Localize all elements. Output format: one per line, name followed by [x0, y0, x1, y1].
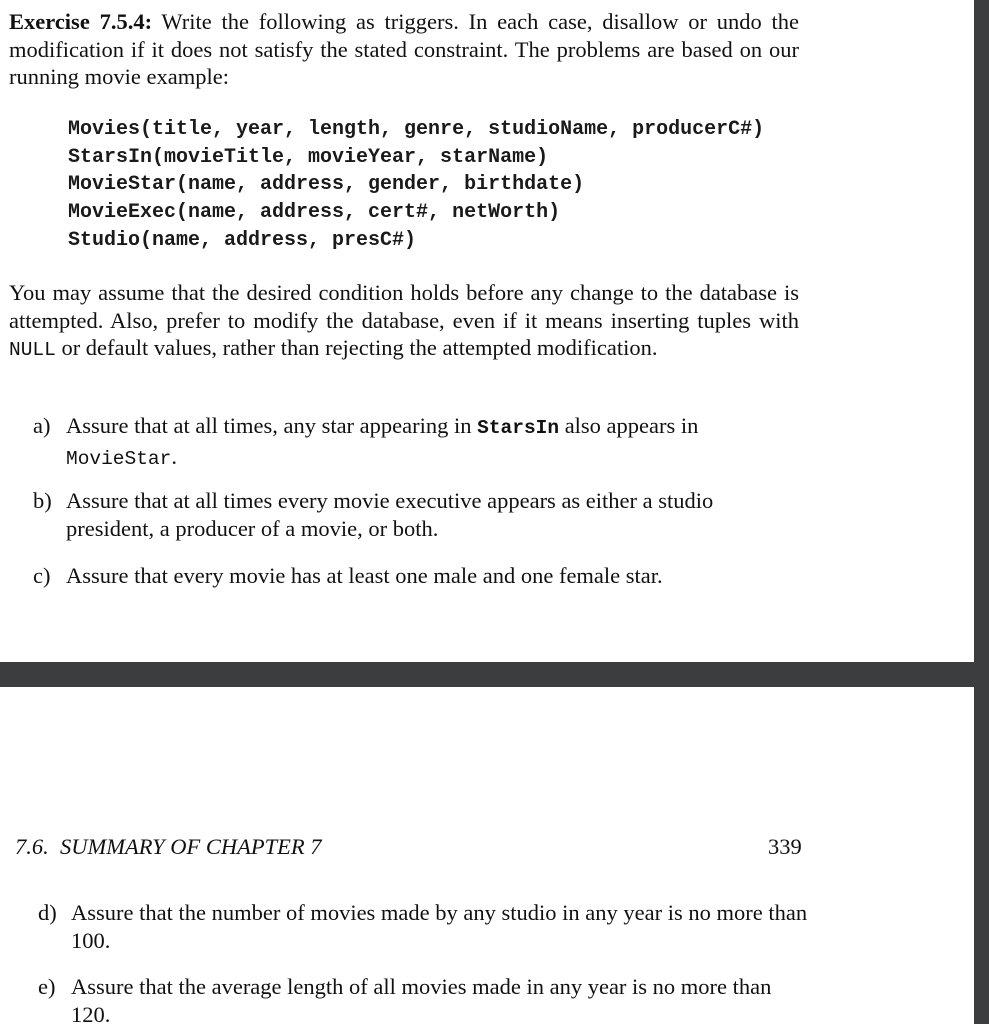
item-text: Assure that at all times every movie executive appears as either a studio president, a producer of a movie, or both.: [66, 488, 714, 541]
list-item-d: [38, 899, 818, 955]
schema-starsin: StarsIn(movieTitle, movieYear, starName): [68, 145, 549, 169]
exercise-heading: Exercise 7.5.4:: [9, 9, 153, 34]
list-item-b: [33, 487, 813, 543]
list-item-a: [33, 412, 813, 468]
item-label: b): [33, 488, 52, 513]
schema-movies: Movies(title, year, length, genre, studioName, producerC#): [68, 118, 765, 141]
item-label: c): [33, 563, 51, 588]
item-text: Assure that the average length of all movies made in any year is no more than 120.: [71, 974, 772, 1027]
schema-studio: Studio(name, address, presC#): [68, 228, 417, 252]
item-text: Assure that every movie has at least one male and one female star.: [66, 563, 663, 588]
item-label: e): [38, 974, 56, 999]
list-item-e: [38, 973, 818, 1029]
item-text: Assure that the number of movies made by any studio in any year is no more than 100.: [71, 900, 808, 953]
item-label: a): [33, 413, 51, 438]
schema-list: [68, 116, 764, 255]
list-item-c: [33, 562, 813, 590]
null-keyword: NULL: [9, 339, 56, 361]
starsin-code: StarsIn: [477, 417, 560, 439]
item-label: d): [38, 900, 57, 925]
running-head: 7.6. SUMMARY OF CHAPTER 7: [15, 834, 322, 859]
page-number: 339: [768, 834, 802, 859]
exercise-intro-paragraph: [9, 8, 799, 91]
schema-moviestar: MovieStar(name, address, gender, birthdate): [68, 173, 585, 197]
moviestar-code: MovieStar: [66, 447, 172, 470]
assumption-paragraph: You may assume that the desired condition holds before any change to the database is attempted. Also, prefer to modify the database, even if it means inserting tuples with NULL or default values, rather than rejecting the attempted modification.: [9, 280, 799, 361]
item-text: Assure that at all times, any star appearing in StarsIn also appears in MovieStar.: [66, 413, 699, 470]
exercise-intro-text: Write the following as triggers. In each case, disallow or undo the modification if it does not satisfy the stated constraint. The problems are based on our running movie example:: [9, 9, 799, 89]
schema-movieexec: MovieExec(name, address, cert#, netWorth): [68, 201, 561, 225]
